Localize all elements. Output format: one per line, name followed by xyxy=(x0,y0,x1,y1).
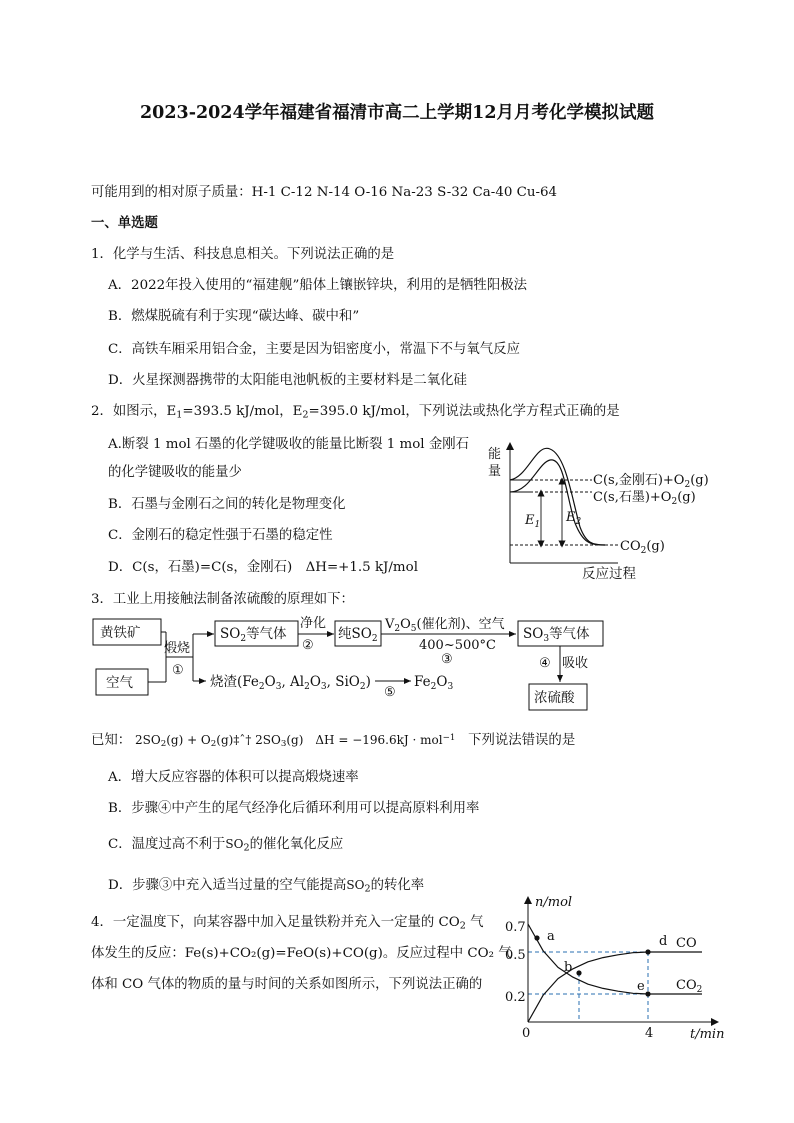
energy-diagram xyxy=(480,435,720,585)
graphite-energy-curve xyxy=(510,460,605,545)
point-e xyxy=(645,991,650,996)
section-heading: 一、单选题 xyxy=(91,215,158,231)
q3-option-a: A．增大反应容器的体积可以提高煅烧速率 xyxy=(108,770,359,785)
amount-time-chart xyxy=(500,892,730,1042)
q2-option-b: B．石墨与金刚石之间的转化是物理变化 xyxy=(108,497,346,512)
co-series-label: CO xyxy=(676,936,697,951)
catalyst-condition: $V_2O_5$(催化剂)、空气 xyxy=(385,617,505,634)
step3-marker: ③ xyxy=(441,652,453,667)
diamond-label: C(s,金刚石)$+O_2(g)$ xyxy=(593,473,709,490)
q4-line3: 体和 CO 气体的物质的量与时间的关系如图所示，下列说法正确的 xyxy=(91,977,483,992)
step4-marker: ④ xyxy=(539,656,551,671)
reaction-process-label: 反应过程 xyxy=(582,566,636,582)
absorb-label: 吸收 xyxy=(562,656,589,671)
so3-gas-label: $SO_3$等气体 xyxy=(523,626,590,644)
point-e-label: e xyxy=(637,979,645,994)
chart-origin-label: 0 xyxy=(522,1026,531,1041)
e1-label: $E_1$ xyxy=(525,513,541,530)
slag-label: 烧渣($Fe_2O_3$, $Al_2O_3$, SiO$_2$) xyxy=(210,674,371,692)
q1-stem: 1．化学与生活、科技息息相关。下列说法正确的是 xyxy=(91,247,395,262)
q3-option-c: C．温度过高不利于$SO_2$的催化氧化反应 xyxy=(108,837,344,854)
purify-label: 净化 xyxy=(300,616,327,631)
so2-gas-label: $SO_2$等气体 xyxy=(220,626,287,644)
q4-line1: 4．一定温度下，向某容器中加入足量铁粉并充入一定量的 $CO_2$ 气 xyxy=(91,915,484,932)
contact-process-flowchart xyxy=(88,612,708,714)
pyrite-label: 黄铁矿 xyxy=(100,625,141,641)
energy-axis-label-1: 能 xyxy=(488,447,502,462)
point-d xyxy=(645,949,650,954)
q2-stem: 2．如图示，$E_1=393.5$ kJ/mol，$E_2=395.0$ kJ/mol，下列说法或热化学方程式正确的是 xyxy=(91,404,620,421)
step5-marker: ⑤ xyxy=(384,685,396,700)
q3-stem: 3．工业上用接触法制备浓硫酸的原理如下： xyxy=(91,592,354,607)
q1-option-a: A．2022年投入使用的“福建舰”船体上镶嵌锌块，利用的是牺牲阳极法 xyxy=(108,278,527,293)
conc-acid-label: 浓硫酸 xyxy=(534,690,575,706)
point-a-label: a xyxy=(547,929,555,944)
atomic-masses-note: 可能用到的相对原子质量：H-1 C-12 N-14 O-16 Na-23 S-32 Ca-40 Cu-64 xyxy=(91,185,558,200)
q1-option-b: B．燃煤脱硫有利于实现“碳达峰、碳中和” xyxy=(108,309,360,324)
point-d-label: d xyxy=(659,934,668,949)
q3-known-equation: 已知： $2SO_2(g)$ + $O_2(g)\ddagger ˆ\dagger$ $2SO_3(g)$ ΔH = −196.6kJ · mol$^{-1}$ 下列说法错误的是 xyxy=(91,733,576,750)
q2-option-a-line1: A.断裂 1 mol 石墨的化学键吸收的能量比断裂 1 mol 金刚石 xyxy=(108,437,470,452)
point-b xyxy=(576,970,581,975)
step1-marker: ① xyxy=(172,663,184,678)
energy-axis-label-2: 量 xyxy=(488,464,502,479)
q1-option-c: C．高铁车厢采用铝合金，主要是因为铝密度小，常温下不与氧气反应 xyxy=(108,342,520,357)
chart-x-tick-4: 4 xyxy=(645,1026,654,1041)
pure-so2-label: 纯$SO_2$ xyxy=(338,626,378,644)
point-b-label: b xyxy=(564,960,573,975)
e2-label: $E_2$ xyxy=(566,510,582,527)
chart-y-tick-05: 0.5 xyxy=(505,948,526,963)
chart-y-label: n/mol xyxy=(535,895,573,910)
q1-option-d: D．火星探测器携带的太阳能电池帆板的主要材料是二氧化硅 xyxy=(108,373,467,388)
chart-y-tick-02: 0.2 xyxy=(505,990,526,1005)
q3-option-b: B．步骤④中产生的尾气经净化后循环利用可以提高原料利用率 xyxy=(108,801,480,816)
q4-line2: 体发生的反应：Fe(s)+CO₂(g)=FeO(s)+CO(g)。反应过程中 CO₂ 气 xyxy=(91,946,512,961)
q2-option-a-line2: 的化学键吸收的能量少 xyxy=(108,465,242,480)
graphite-label: C(s,石墨)$+O_2(g)$ xyxy=(593,490,696,507)
temperature-condition: 400~500°C xyxy=(419,638,496,653)
chart-y-tick-07: 0.7 xyxy=(505,920,526,935)
q2-option-d: D．C(s，石墨)=C(s，金刚石) ΔH=+1.5 kJ/mol xyxy=(108,560,418,575)
point-a xyxy=(534,935,539,940)
calcine-label: 煅烧 xyxy=(164,641,191,656)
co2-label: $CO_2(g)$ xyxy=(620,539,665,556)
air-label: 空气 xyxy=(106,675,133,691)
chart-x-label: t/min xyxy=(690,1027,725,1042)
fe2o3-label: $Fe_2O_3$ xyxy=(414,674,454,692)
page-title: 2023-2024学年福建省福清市高二上学期12月月考化学模拟试题 xyxy=(139,103,655,123)
q3-option-d: D．步骤③中充入适当过量的空气能提高$SO_2$的转化率 xyxy=(108,878,425,895)
q2-option-c: C．金刚石的稳定性强于石墨的稳定性 xyxy=(108,528,333,543)
co2-series-label: $CO_2$ xyxy=(676,978,703,995)
step2-marker: ② xyxy=(302,638,314,653)
